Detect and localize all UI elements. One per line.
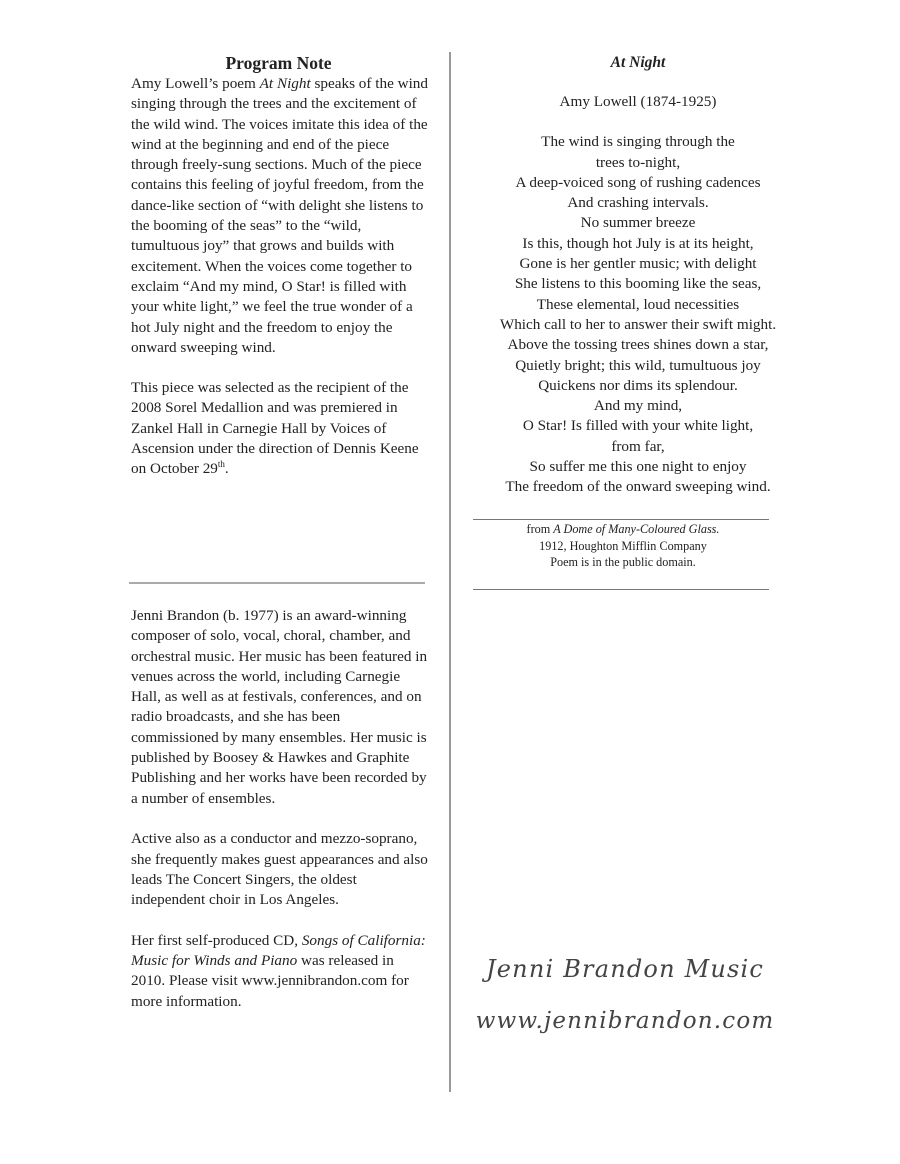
source-book-title: A Dome of Many-Coloured Glass.: [553, 522, 720, 536]
poem-line: from far,: [611, 437, 665, 455]
poem-line: Quickens nor dims its splendour.: [538, 376, 738, 394]
poem-title: At Night: [610, 54, 666, 71]
poem-line: And crashing intervals.: [567, 194, 709, 212]
poem-line: Which call to her to answer their swift might.: [499, 315, 777, 333]
poem-author: Amy Lowell (1874-1925): [559, 93, 717, 110]
source-book: from A Dome of Many-Coloured Glass.: [526, 522, 720, 536]
signature-url[interactable]: www.jennibrandon.com: [475, 1008, 775, 1034]
source-publisher: 1912, Houghton Mifflin Company: [539, 538, 707, 553]
composer-bio: [131, 606, 431, 1012]
bio-paragraph-1: Jenni Brandon (b. 1977) is an award-winning composer of solo, vocal, choral, chamber, and orchestral music. Her music has been featured in venues across the world, including Carnegie Hall, as well as at festivals, conferences, and on radio broadcasts, and she has been commissioned by many ensembles. Her music is published by Boosey & Hawkes and Graphite Publishing and her works have been recorded by a number of ensembles.: [131, 607, 428, 807]
poem-line: Above the tossing trees shines down a star,: [507, 336, 769, 354]
poem-line: Is this, though hot July is at its height,: [522, 234, 754, 252]
poem-line: Quietly bright; this wild, tumultuous joy: [515, 356, 761, 374]
source-top-rule: [473, 519, 769, 520]
source-bottom-rule: [473, 589, 769, 590]
program-note-paragraph-1: Amy Lowell’s poem At Night speaks of the wind singing through the trees and the excitement of the wild wind. The voices imitate this idea of the wind at the beginning and end of the piece through freely-sung sections. Much of the piece contains this feeling of joyful freedom, from the dance-like section of “with delight she listens to the booming of the seas” to the “wild, tumultuous joy” that grows and builds with excitement. When the voices come together to exclaim “And my mind, O Star! is filled with your white light,” we feel the true wonder of a hot July night and the freedom to enjoy the onward sweeping wind.: [131, 75, 428, 356]
poem-line: Gone is her gentler music; with delight: [519, 255, 757, 273]
cd-title: Songs of California: Music for Winds and Piano: [131, 931, 426, 970]
program-note-paragraph-2: This piece was selected as the recipient of the 2008 Sorel Medallion and was premiered in Zankel Hall in Carnegie Hall by Voices of Ascension under the direction of Dennis Keene on October 29th.: [131, 379, 419, 478]
poem-line: A deep-voiced song of rushing cadences: [515, 173, 761, 191]
poem-line: She listens to this booming like the seas,: [514, 275, 762, 293]
poem: [473, 52, 803, 498]
poem-line: The freedom of the onward sweeping wind.: [505, 478, 771, 496]
poem-line: The wind is singing through the: [541, 133, 735, 151]
poem-line: And my mind,: [593, 397, 683, 415]
poem-line: No summer breeze: [580, 214, 696, 232]
poem-title-reference: At Night: [259, 75, 311, 92]
poem-line: O Star! Is filled with your white light,: [522, 417, 754, 435]
column-divider: [449, 52, 451, 1092]
program-note-heading: Program Note: [225, 53, 332, 73]
poem-line: trees to-night,: [595, 153, 681, 171]
poem-lines: [473, 132, 803, 497]
left-divider-rule: [129, 582, 425, 584]
signature-name: Jenni Brandon Music: [485, 955, 765, 983]
poem-source: [473, 521, 773, 571]
program-note: [131, 52, 431, 480]
poem-line: So suffer me this one night to enjoy: [529, 458, 747, 476]
bio-paragraph-2: Active also as a conductor and mezzo-soprano, she frequently makes guest appearances and also leads The Concert Singers, the oldest independent choir in Los Angeles.: [131, 830, 428, 909]
source-rights: Poem is in the public domain.: [550, 555, 696, 569]
poem-line: These elemental, loud necessities: [536, 295, 740, 313]
bio-paragraph-3: Her first self-produced CD, Songs of California: Music for Winds and Piano was released in 2010. Please visit www.jennibrandon.com for more information.: [131, 931, 426, 1010]
